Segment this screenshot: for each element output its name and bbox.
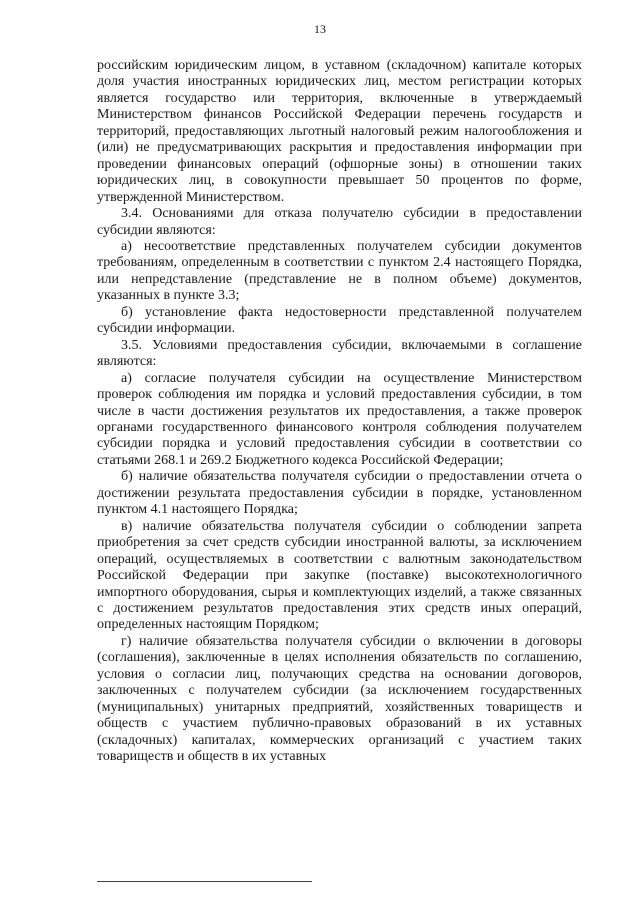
paragraph: а) согласие получателя субсидии на осуществление Министерством проверок соблюдения им порядка и условий предоставления субсидии, в том числе в части достижения результатов их предоставления, а также проверок органами государственного финансового контроля соблюдения получателем субсидии порядка и условий предоставления субсидии в соответствии со статьями 268.1 и 269.2 Бюджетного кодекса Российской Федерации; bbox=[97, 370, 582, 468]
paragraph: в) наличие обязательства получателя субсидии о соблюдении запрета приобретения за счет средств субсидии иностранной валюты, за исключением операций, осуществляемых в соответствии с валютным законодательством Российской Федерации при закупке (поставке) высокотехнологичного импортного оборудования, сырья и комплектующих изделий, а также связанных с достижением результатов предоставления этих средств иных операций, определенных настоящим Порядком; bbox=[97, 518, 582, 633]
paragraph: 3.4. Основаниями для отказа получателю субсидии в предоставлении субсидии являются: bbox=[97, 206, 582, 238]
paragraph: 3.5. Условиями предоставления субсидии, включаемыми в соглашение являются: bbox=[97, 337, 582, 370]
paragraph: г) наличие обязательства получателя субсидии о включении в договоры (соглашения), заключенные в целях исполнения обязательств по соглашению, условия о согласии лиц, получающих средства на основании договоров, заключенных с получателем субсидии (за исключением государственных (муниципальных) унитарных предприятий, хозяйственных товариществ и обществ с участием публично-правовых образований в их уставных (складочных) капиталах, коммерческих организаций с участием таких товариществ и обществ в их уставных bbox=[97, 633, 582, 765]
paragraph: б) установление факта недостоверности представленной получателем субсидии информации. bbox=[97, 304, 582, 337]
footnote-separator bbox=[97, 881, 312, 882]
document-body bbox=[97, 58, 582, 765]
paragraph: российским юридическим лицом, в уставном (складочном) капитале которых доля участия иностранных юридических лиц, местом регистрации которых является государство или территория, включенные в утверждаемый Министерством финансов Российской Федерации перечень государств и территорий, предоставляющих льготный налоговый режим налогообложения и (или) не предусматривающих раскрытия и предоставления информации при проведении финансовых операций (офшорные зоны) в отношении таких юридических лиц, в совокупности превышает 50 процентов по форме, утвержденной Министерством. bbox=[97, 58, 582, 205]
paragraph: б) наличие обязательства получателя субсидии о предоставлении отчета о достижении результата предоставления субсидии в порядке, установленном пунктом 4.1 настоящего Порядка; bbox=[97, 469, 582, 518]
paragraph: а) несоответствие представленных получателем субсидии документов требованиям, определенным в соответствии с пунктом 2.4 настоящего Порядка, или непредставление (представление не в полном объеме) документов, указанных в пункте 3.3; bbox=[97, 238, 582, 304]
page-number: 13 bbox=[314, 22, 326, 36]
